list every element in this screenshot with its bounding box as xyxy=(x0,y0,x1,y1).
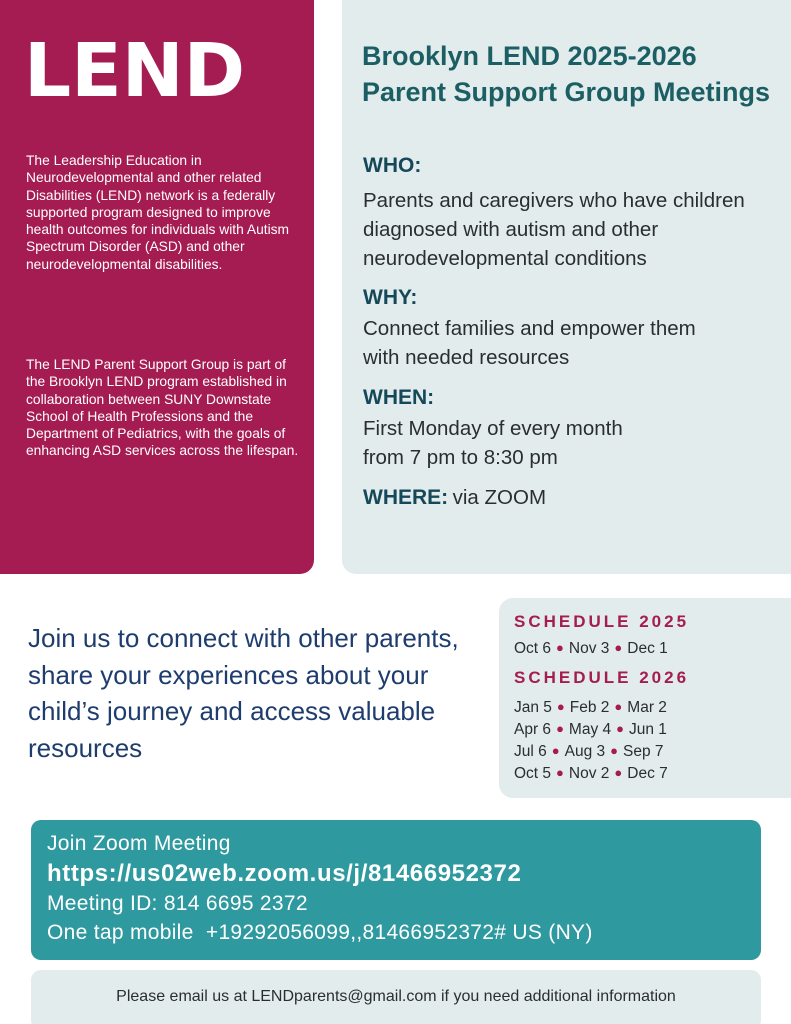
bullet-icon: ● xyxy=(556,699,565,714)
schedule-row xyxy=(514,696,667,719)
intro-paragraph-2: The LEND Parent Support Group is part of the Brooklyn LEND program established in collaboration between SUNY Downstate School of Health Professions and the Department of Pediatrics, with the goals of enhancing ASD services across the lifespan. xyxy=(26,357,299,459)
bullet-icon: ● xyxy=(614,640,623,655)
lend-logo: LEND xyxy=(24,28,246,114)
schedule-date: Jul 6 xyxy=(514,743,547,760)
when-text xyxy=(363,414,783,472)
schedule-date: Dec 1 xyxy=(627,640,668,657)
when-label: WHEN: xyxy=(363,386,435,409)
bullet-icon: ● xyxy=(556,765,564,780)
bullet-icon: ● xyxy=(614,699,623,714)
schedule-row xyxy=(514,637,668,660)
why-label: WHY: xyxy=(363,286,418,309)
schedule-date: Nov 2 xyxy=(568,765,610,782)
bullet-icon: ● xyxy=(616,721,624,736)
schedule-date: Nov 3 xyxy=(568,640,610,657)
zoom-meeting-link[interactable]: https://us02web.zoom.us/j/81466952372 xyxy=(47,860,522,887)
event-details-panel xyxy=(342,0,791,574)
event-title-line-2: Parent Support Group Meetings xyxy=(362,77,771,107)
when-line-2: from 7 pm to 8:30 pm xyxy=(363,446,558,469)
who-text: Parents and caregivers who have children diagnosed with autism and other neurodevelopmental conditions xyxy=(363,189,745,270)
schedule-date: Mar 2 xyxy=(627,699,667,716)
where-text: via ZOOM xyxy=(452,486,547,509)
schedule-date: Aug 3 xyxy=(564,743,606,760)
zoom-meeting-id: Meeting ID: 814 6695 2372 xyxy=(47,892,308,915)
schedule-2026-heading: SCHEDULE 2026 xyxy=(514,668,690,687)
schedule-row xyxy=(514,740,664,763)
bullet-icon: ● xyxy=(551,743,560,758)
when-line-1: First Monday of every month xyxy=(363,417,623,440)
schedule-date: Sep 7 xyxy=(622,743,664,760)
bullet-icon: ● xyxy=(610,743,618,758)
bullet-icon: ● xyxy=(556,640,564,655)
schedule-box xyxy=(499,598,791,798)
intro-panel xyxy=(0,0,314,574)
where-row xyxy=(363,486,546,510)
bullet-icon: ● xyxy=(614,765,623,780)
who-label: WHO: xyxy=(363,154,422,177)
why-text: Connect families and empower them with needed resources xyxy=(363,317,696,369)
schedule-date: Oct 6 xyxy=(514,640,552,657)
invite-text: Join us to connect with other parents, share your experiences about your child’s journey and access valuable resources xyxy=(28,623,459,763)
schedule-date: Feb 2 xyxy=(569,699,610,716)
zoom-one-tap: One tap mobile +19292056099,,81466952372# US (NY) xyxy=(47,921,593,944)
footer-contact-text: Please email us at LENDparents@gmail.com if you need additional information xyxy=(116,988,676,1005)
schedule-date: Jan 5 xyxy=(514,699,552,716)
schedule-row xyxy=(514,718,667,741)
schedule-date: Jun 1 xyxy=(629,721,667,738)
zoom-heading: Join Zoom Meeting xyxy=(47,832,231,855)
schedule-date: May 4 xyxy=(568,721,612,738)
schedule-date: Apr 6 xyxy=(514,721,552,738)
zoom-info-box xyxy=(31,820,761,960)
schedule-2025-heading: SCHEDULE 2025 xyxy=(514,612,690,631)
schedule-date: Oct 5 xyxy=(514,765,552,782)
where-label: WHERE: xyxy=(363,486,449,509)
bullet-icon: ● xyxy=(556,721,564,736)
event-title xyxy=(362,38,782,110)
schedule-date: Dec 7 xyxy=(627,765,668,782)
event-title-line-1: Brooklyn LEND 2025-2026 xyxy=(362,41,697,71)
schedule-row xyxy=(514,762,668,785)
intro-paragraph-1: The Leadership Education in Neurodevelopmental and other related Disabilities (LEND) network is a federally supported program designed to improve health outcomes for individuals with Autism Spectrum Disorder (ASD) and other neurodevelopmental disabilities. xyxy=(26,153,290,272)
footer-box xyxy=(31,970,761,1024)
